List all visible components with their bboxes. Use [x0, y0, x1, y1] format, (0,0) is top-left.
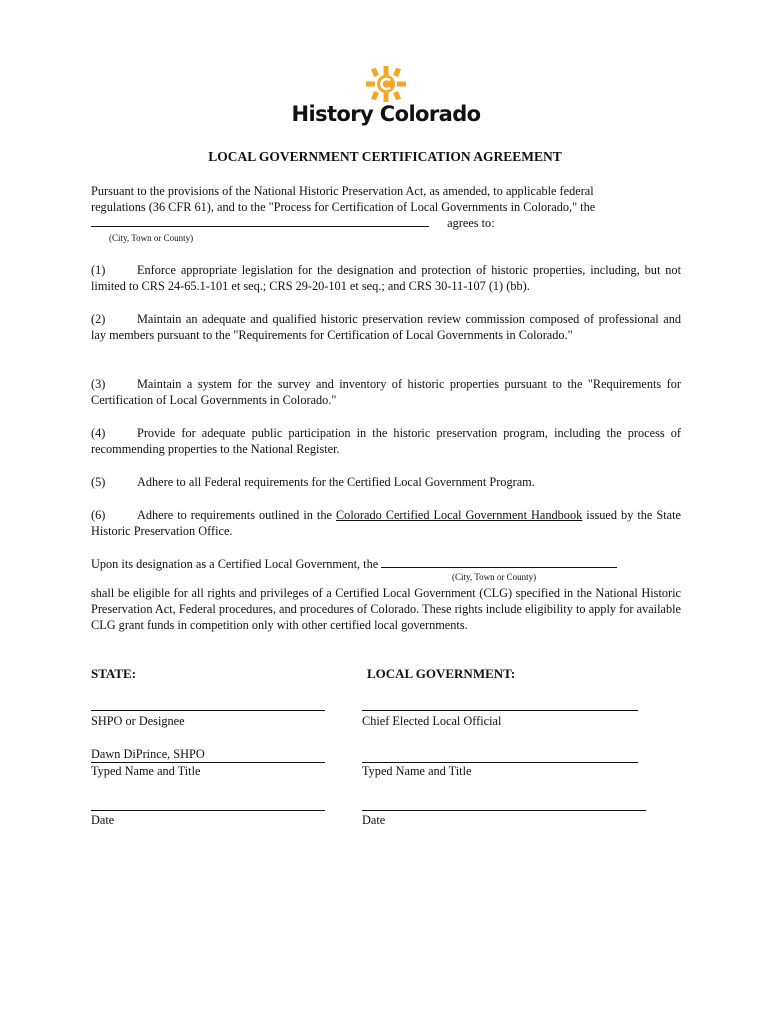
local-signature-line[interactable] [362, 710, 638, 711]
intro-paragraph [91, 183, 681, 231]
local-typed-name-label: Typed Name and Title [362, 764, 472, 778]
designation-caption: (City, Town or County) [452, 572, 537, 582]
agrees-to-text: agrees to: [447, 216, 495, 230]
state-signature-line[interactable] [91, 710, 325, 711]
state-date-label: Date [91, 813, 115, 827]
item-1 [91, 262, 681, 294]
local-signer-label: Chief Elected Local Official [362, 714, 502, 728]
item-number: (5) [91, 475, 106, 489]
state-typed-name: Dawn DiPrince, SHPO [91, 747, 205, 761]
state-date-line[interactable] [91, 810, 325, 811]
item-text: Maintain an adequate and qualified historic preservation review commission composed of professional and lay members pursuant to the "Requirements for Certification of Local Governments in Colorado." [91, 312, 681, 342]
designation-body: shall be eligible for all rights and privileges of a Certified Local Government (CLG) specified in the National Historic Preservation Act, Federal procedures, and procedures of Colorado. These rights include eligibility to apply for available CLG grant funds in competition only with other certified local governments. [91, 586, 681, 632]
item-number: (1) [91, 263, 106, 277]
state-typed-name-line[interactable] [91, 762, 325, 763]
intro-line-2: regulations (36 CFR 61), and to the "Process for Certification of Local Governments in Colorado," the [91, 200, 596, 214]
item-6 [91, 507, 681, 539]
item-5 [91, 474, 681, 490]
intro-line-1: Pursuant to the provisions of the National Historic Preservation Act, as amended, to applicable federal [91, 184, 594, 198]
jurisdiction-caption: (City, Town or County) [109, 233, 194, 243]
state-typed-name-label: Typed Name and Title [91, 764, 201, 778]
local-date-line[interactable] [362, 810, 646, 811]
state-signer-label: SHPO or Designee [91, 714, 185, 728]
handbook-link[interactable]: Colorado Certified Local Government Handbook [335, 508, 583, 522]
item-3 [91, 376, 681, 408]
jurisdiction-blank-line[interactable] [91, 216, 429, 227]
state-heading: STATE: [91, 666, 137, 681]
intro-line-3 [91, 215, 681, 231]
item-text: Provide for adequate public participation in the historic preservation program, including the process of recommending properties to the National Register. [91, 426, 681, 456]
item-number: (6) [91, 508, 106, 522]
designation-blank-line[interactable] [381, 557, 617, 568]
history-colorado-logo [286, 66, 486, 132]
item-text-before: Adhere to requirements outlined in the [137, 508, 336, 522]
item-number: (2) [91, 312, 106, 326]
item-text: Enforce appropriate legislation for the designation and protection of historic properties, including, but not limited to CRS 24-65.1-101 et seq.; CRS 29-20-101 et seq.; and CRS 30-11-107 (1) (bb). [91, 263, 681, 293]
local-government-heading: LOCAL GOVERNMENT: [367, 666, 516, 681]
item-number: (3) [91, 377, 106, 391]
item-text: Adhere to all Federal requirements for the Certified Local Government Program. [137, 475, 535, 489]
sun-c-icon [366, 66, 406, 102]
designation-lead [91, 556, 681, 572]
item-text: Maintain a system for the survey and inventory of historic properties pursuant to the "Requirements for Certification of Local Governments in Colorado." [91, 377, 681, 407]
designation-lead-text: Upon its designation as a Certified Local Government, the [91, 557, 379, 571]
item-number: (4) [91, 426, 106, 440]
item-2 [91, 311, 681, 343]
item-text-after: issued by the State Historic Preservation Office. [91, 508, 681, 538]
local-date-label: Date [362, 813, 386, 827]
local-typed-name-line[interactable] [362, 762, 638, 763]
item-4 [91, 425, 681, 457]
logo-wordmark: History Colorado [291, 102, 481, 126]
document-title: LOCAL GOVERNMENT CERTIFICATION AGREEMENT [208, 149, 562, 164]
